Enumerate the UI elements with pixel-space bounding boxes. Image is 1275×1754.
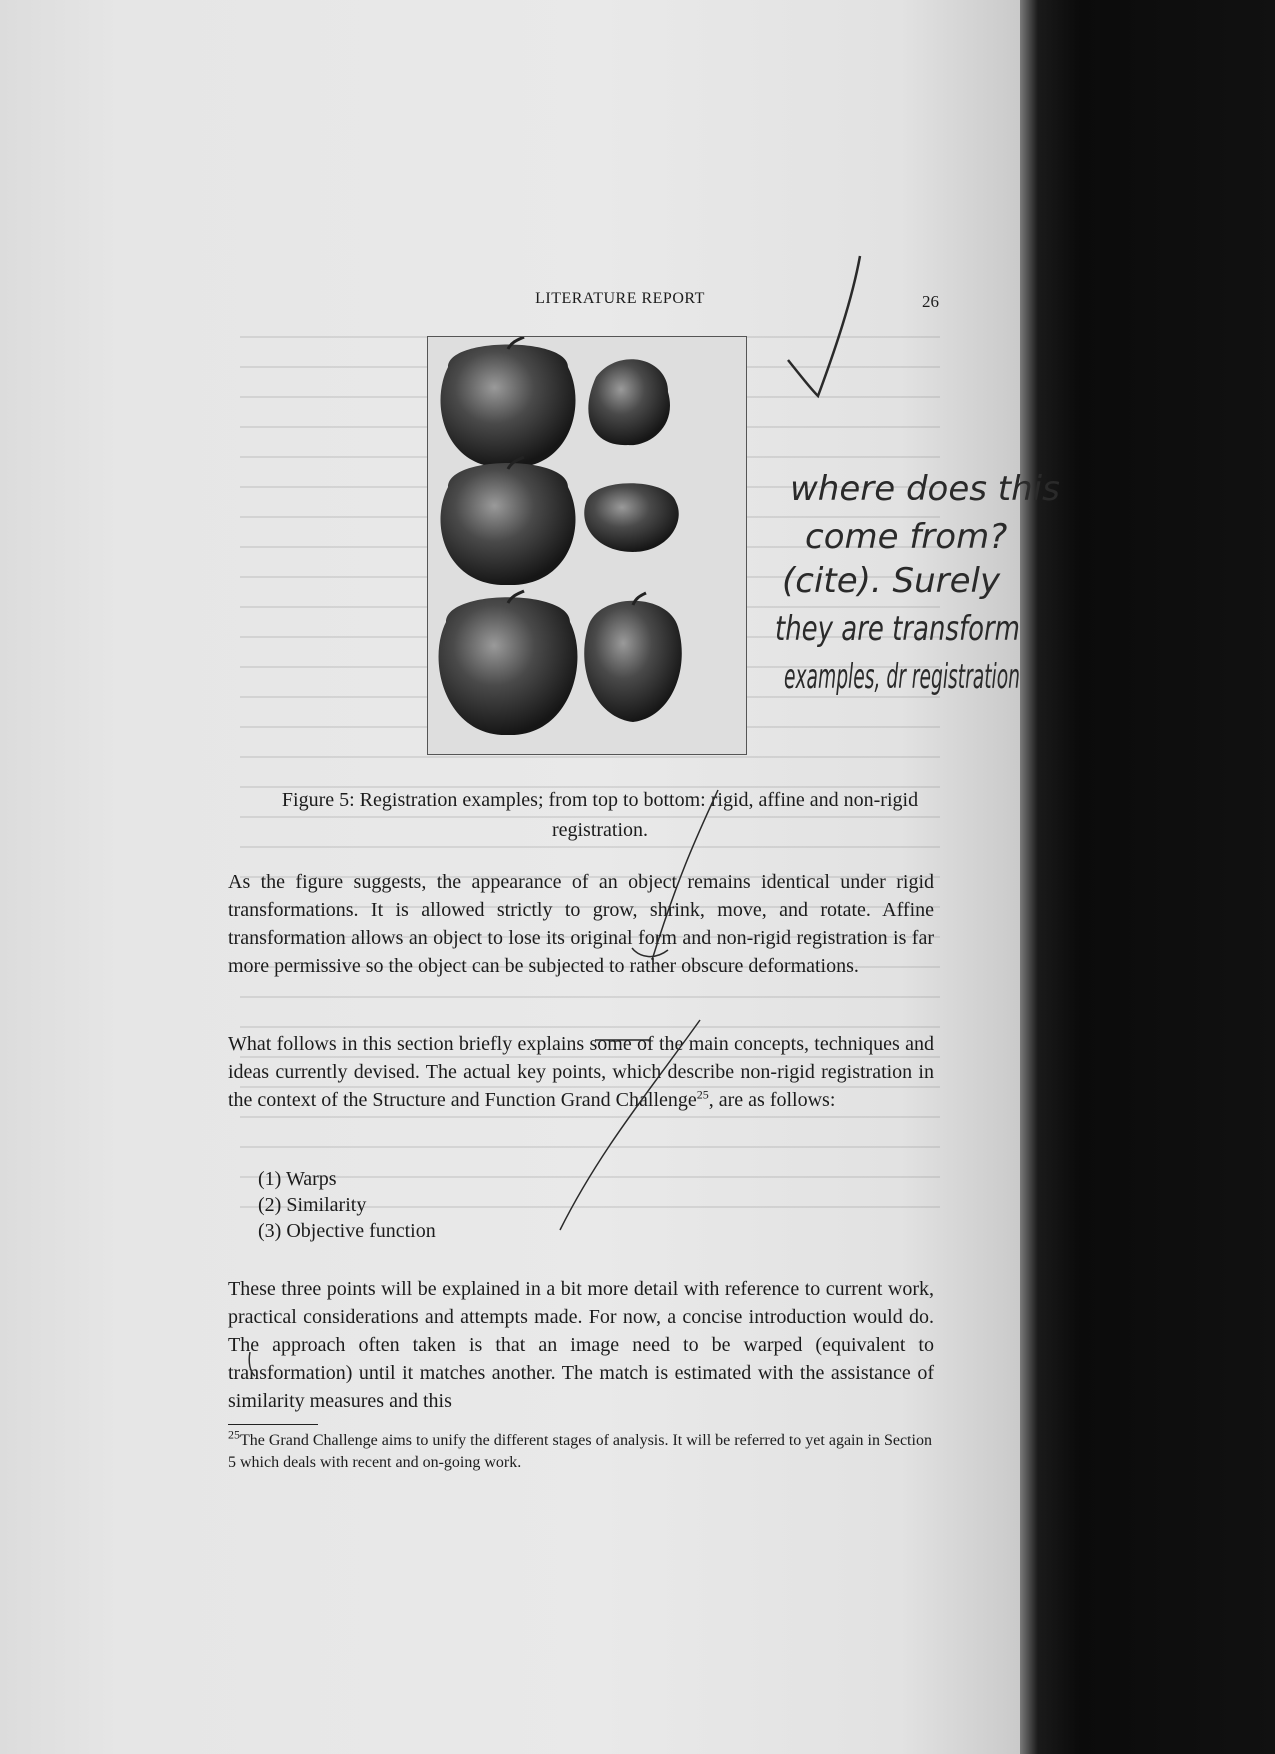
page-number: 26 — [922, 292, 939, 311]
footnote-number: 25 — [228, 1427, 240, 1442]
key-points-list — [258, 1166, 436, 1244]
annotation-line: examples, dr registration — [784, 657, 1020, 697]
scan-edge — [1020, 0, 1275, 1754]
running-head: LITERATURE REPORT — [535, 290, 705, 307]
footnote-ref: 25 — [696, 1087, 709, 1102]
apple-rigid-original — [441, 337, 576, 467]
annotation-line: they are transform — [775, 609, 1020, 649]
footnote — [228, 1427, 938, 1474]
apple-rigid-transformed — [588, 359, 670, 445]
apple-nonrigid-original — [439, 591, 578, 735]
apple-affine-original — [441, 457, 576, 585]
list-item: (1) Warps — [258, 1168, 337, 1190]
apple-affine-transformed — [584, 483, 678, 552]
figure-apples — [428, 337, 746, 754]
list-item: (2) Similarity — [258, 1194, 367, 1216]
figure-registration-examples — [427, 336, 747, 755]
paragraph-key-points-end: , are as follows: — [708, 1089, 836, 1111]
figure-caption: Figure 5: Registration examples; from top to bottom: rigid, affine and non-rigid registration. — [281, 789, 919, 841]
paragraph-approach: These three points will be explained in a bit more detail with reference to current work, practical considerations and attempts made. For now, a concise introduction would do. The approach often taken is that an image need to be warped (equivalent to transformation) until it matches another. The match is estimated with the assistance of similarity measures and this — [228, 1278, 934, 1412]
footnote-text: The Grand Challenge aims to unify the different stages of analysis. It will be referred to yet again in Section 5 which deals with recent and on-going work. — [228, 1432, 932, 1471]
paragraph-transformations: As the figure suggests, the appearance of an object remains identical under rigid transformations. It is allowed strictly to grow, shrink, move, and rotate. Affine transformation allows an object to lose its original form and non-rigid registration is far more permissive so the object can be subjected to rather obscure deformations. — [228, 871, 934, 977]
paragraph-key-points — [228, 1030, 934, 1114]
paragraph-key-points-text: What follows in this section briefly explains some of the main concepts, techniques and ideas currently devised. The actual key points, which describe non-rigid registration in the context of the Structure and Function Grand Challenge — [228, 1033, 934, 1111]
annotation-line: come from? — [805, 517, 1008, 557]
annotation-line: (cite). Surely — [782, 561, 1001, 601]
footnote-rule — [228, 1424, 318, 1425]
list-item: (3) Objective function — [258, 1220, 436, 1242]
apple-nonrigid-transformed — [584, 593, 682, 722]
annotation-line: where does this — [790, 469, 1060, 509]
